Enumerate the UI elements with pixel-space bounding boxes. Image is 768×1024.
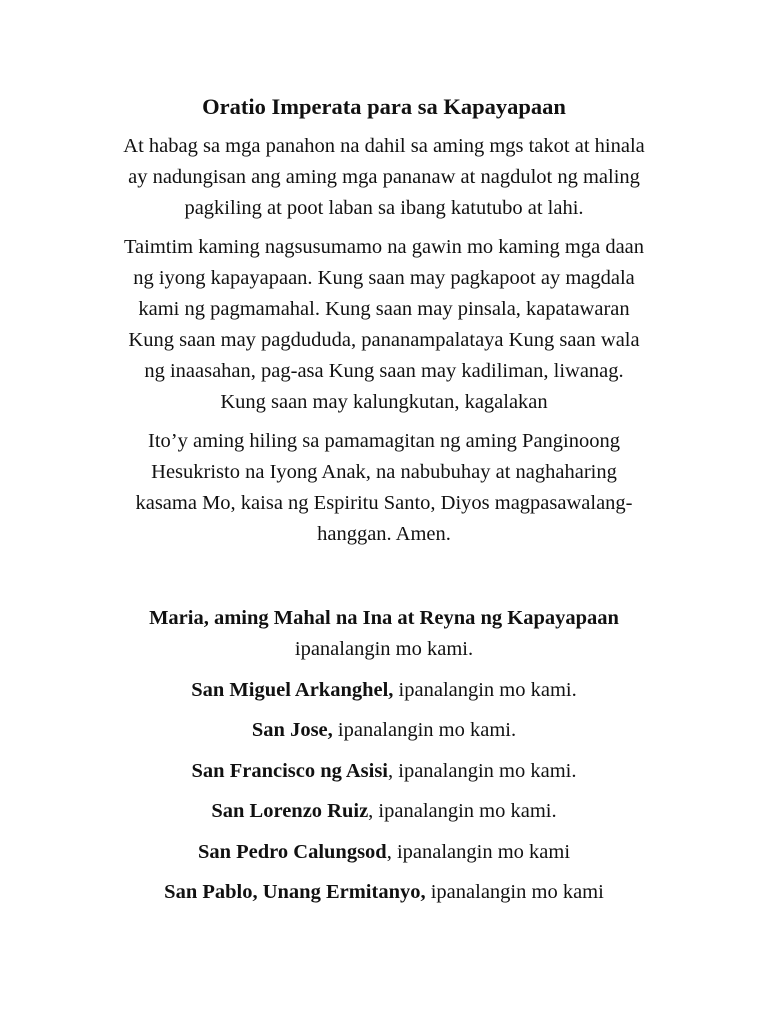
- paragraph-line: ng inaasahan, pag-asa Kung saan may kadiliman, liwanag.: [144, 360, 624, 382]
- invocation-item: [84, 603, 684, 665]
- saint-name: San Miguel Arkanghel,: [191, 678, 394, 701]
- paragraph-line: Hesukristo na Iyong Anak, na nabubuhay at naghaharing: [151, 461, 617, 483]
- paragraph-line: Taimtim kaming nagsusumamo na gawin mo kaming mga daan: [123, 236, 645, 258]
- saint-name: San Francisco ng Asisi: [191, 759, 389, 782]
- paragraph-line: Kung saan may pagdududa, pananampalataya Kung saan wala: [128, 329, 640, 351]
- paragraph-3: [84, 426, 684, 550]
- invocation-item: [84, 715, 684, 746]
- invocation-response: , ipanalangin mo kami.: [368, 800, 557, 822]
- invocation-response: ipanalangin mo kami.: [294, 638, 474, 660]
- invocation-item: [84, 877, 684, 908]
- invocation-item: [84, 675, 684, 706]
- invocation-response: , ipanalangin mo kami.: [388, 759, 577, 782]
- paragraph-line: kasama Mo, kaisa ng Espiritu Santo, Diyos magpasawalang-: [135, 492, 633, 514]
- saint-name: San Pablo, Unang Ermitanyo,: [164, 881, 426, 903]
- paragraph-line: hanggan. Amen.: [317, 523, 451, 545]
- paragraph-line: Kung saan may kalungkutan, kagalakan: [220, 391, 548, 413]
- invocation-response: ipanalangin mo kami.: [393, 678, 577, 701]
- paragraph-line: Ito’y aming hiling sa pamamagitan ng aming Panginoong: [148, 430, 620, 452]
- invocation-response: ipanalangin mo kami.: [332, 719, 517, 741]
- paragraph-line: ng iyong kapayapaan. Kung saan may pagkapoot ay magdala: [133, 267, 635, 289]
- document-page: [84, 92, 684, 918]
- saint-name: San Pedro Calungsod: [197, 840, 387, 863]
- invocation-response: , ipanalangin mo kami: [386, 840, 571, 863]
- invocation-item: [84, 796, 684, 827]
- paragraph-line: At habag sa mga panahon na dahil sa aming mgs takot at hinala: [123, 135, 645, 157]
- paragraph-1: [84, 131, 684, 224]
- paragraph-line: pagkiling at poot laban sa ibang katutubo at lahi.: [184, 197, 584, 219]
- saint-name: San Lorenzo Ruiz: [211, 800, 369, 822]
- paragraph-line: ay nadungisan ang aming mga pananaw at nagdulot ng maling: [128, 166, 640, 188]
- invocation-response: ipanalangin mo kami: [425, 881, 604, 903]
- document-title: Oratio Imperata para sa Kapayapaan: [202, 94, 566, 119]
- paragraph-2: [84, 232, 684, 418]
- invocation-list: [84, 603, 684, 908]
- invocation-item: [84, 756, 684, 787]
- paragraph-line: kami ng pagmamahal. Kung saan may pinsala, kapatawaran: [138, 298, 630, 320]
- saint-name: Maria, aming Mahal na Ina at Reyna ng Kapayapaan: [149, 607, 619, 629]
- saint-name: San Jose,: [251, 719, 333, 741]
- invocation-item: [84, 837, 684, 868]
